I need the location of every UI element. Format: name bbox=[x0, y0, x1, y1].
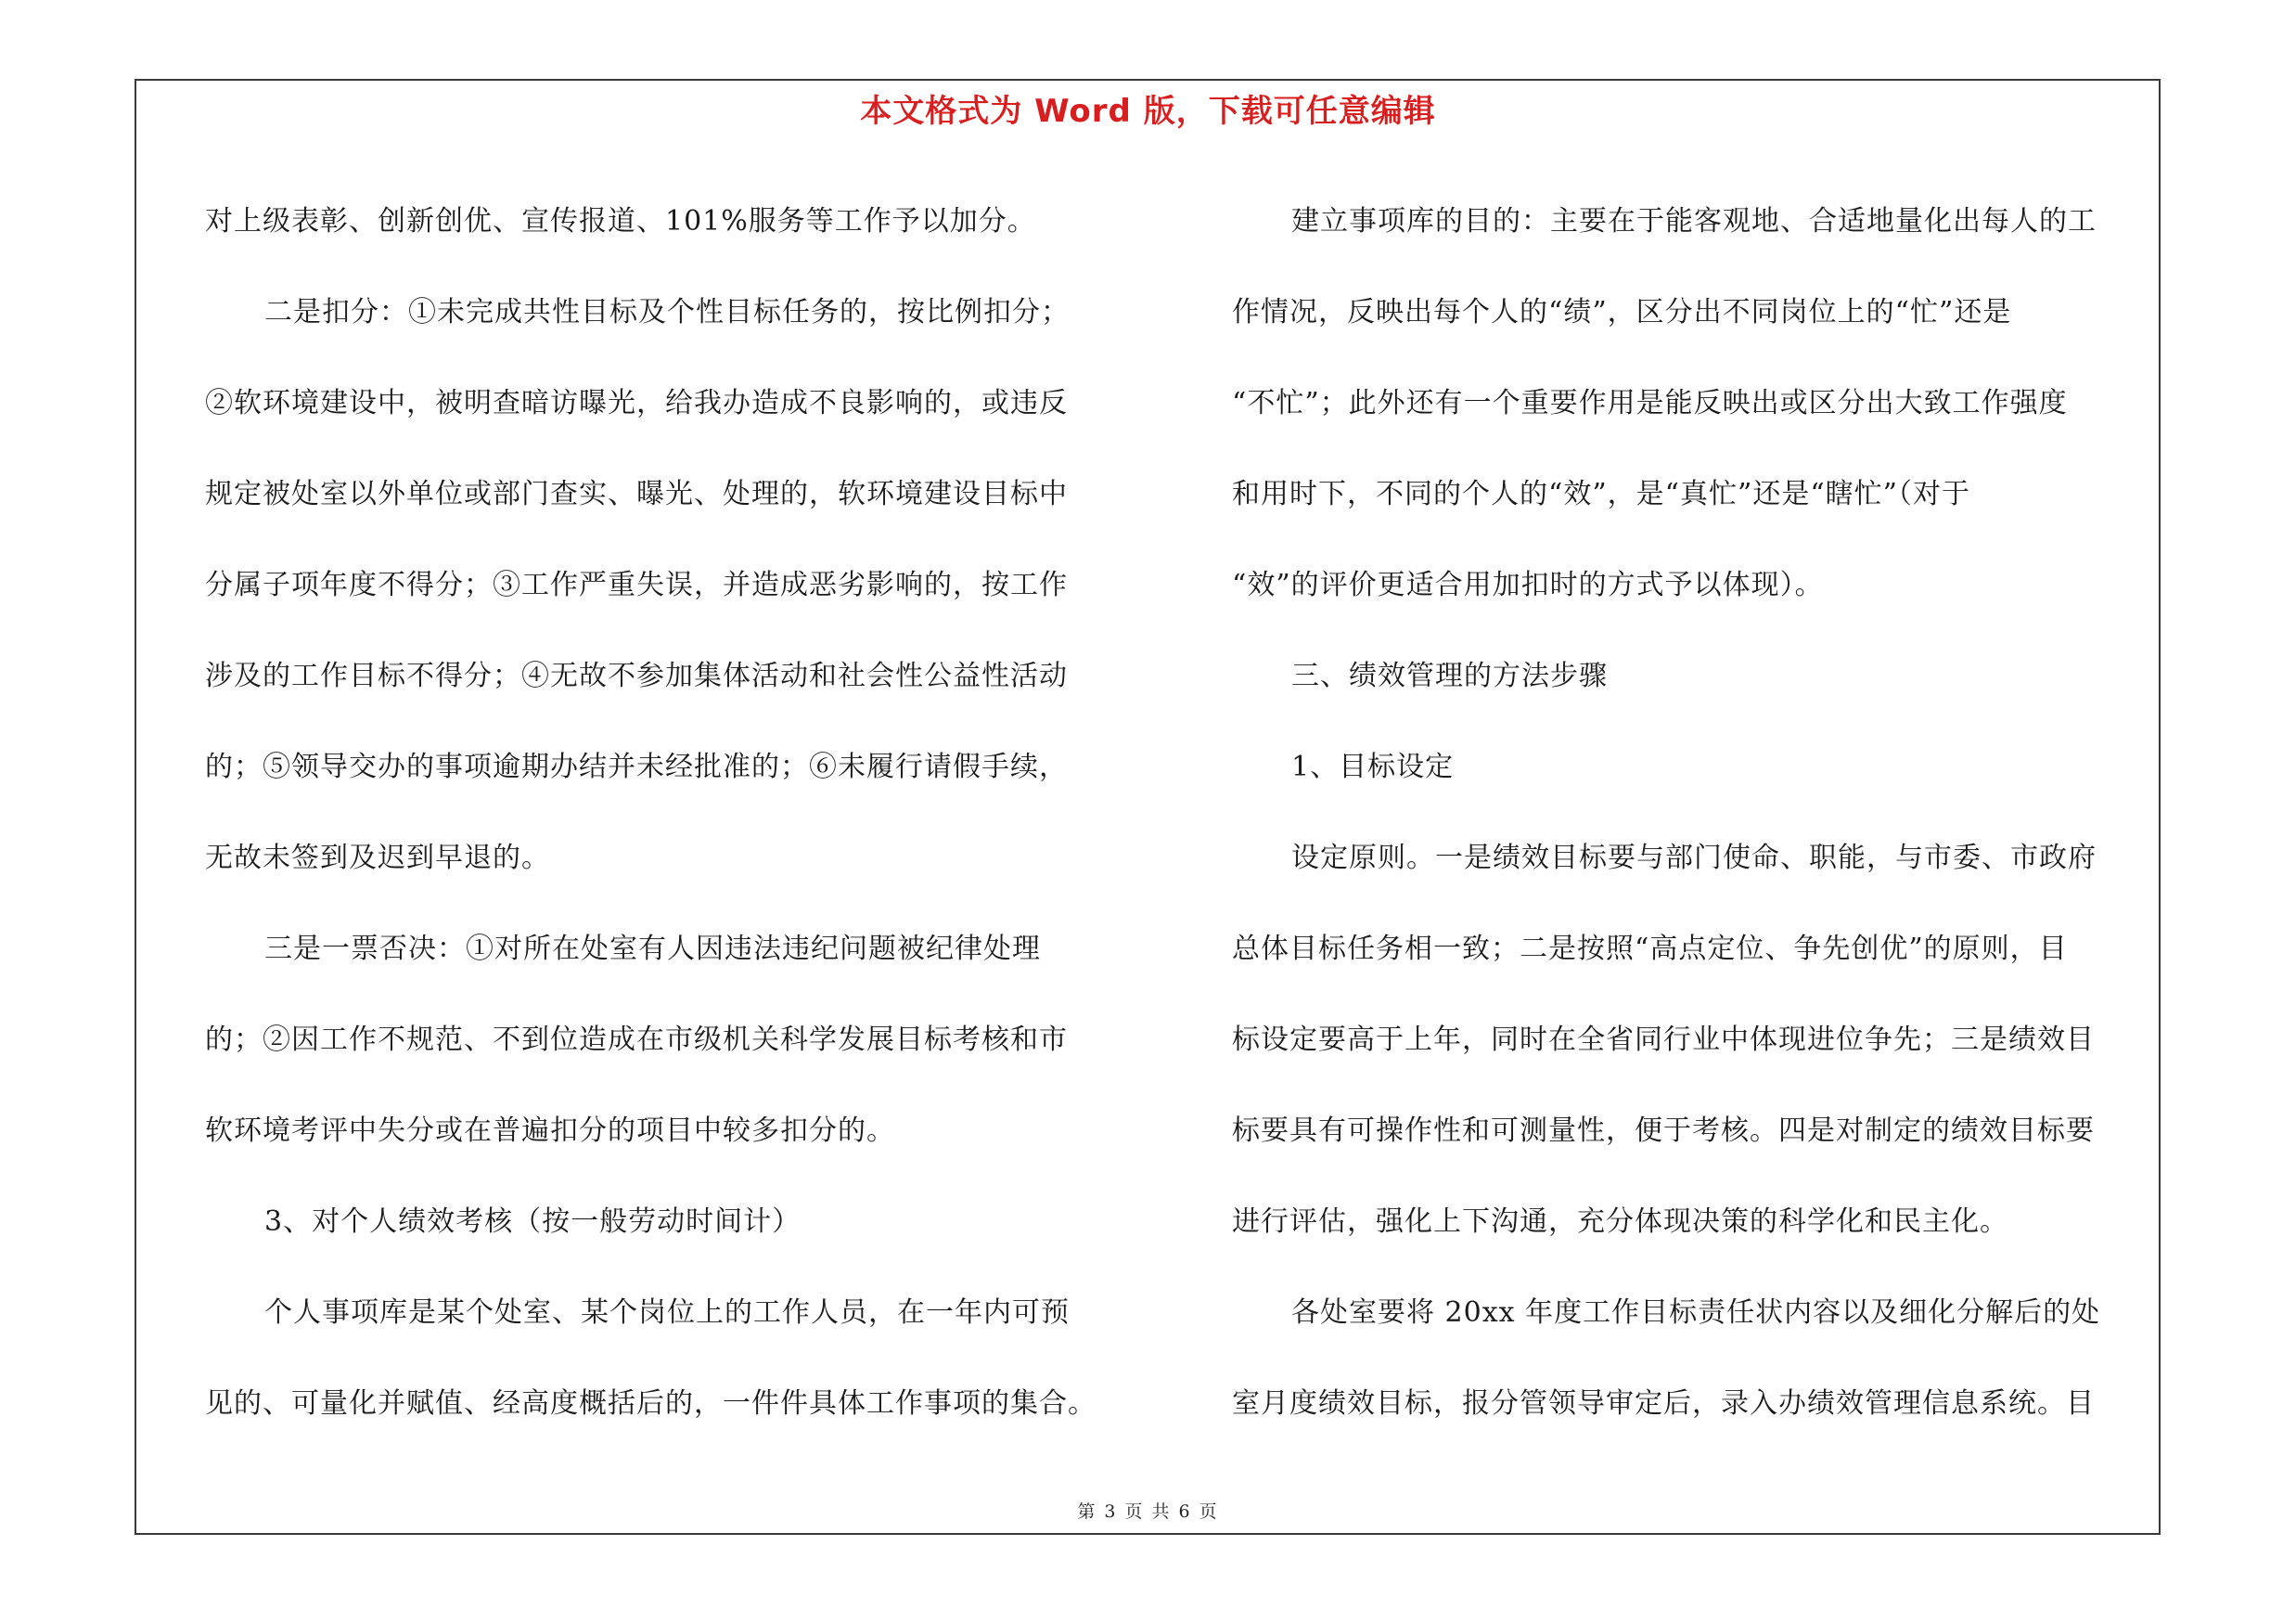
text-line: 1、目标设定 bbox=[1291, 751, 1455, 783]
text-line: 室月度绩效目标，报分管领导审定后，录入办绩效管理信息系统。目 bbox=[1232, 1387, 2095, 1420]
text-line: 规定被处室以外单位或部门查实、曝光、处理的，软环境建设目标中 bbox=[205, 478, 1068, 510]
text-line: 作情况，反映出每个人的“绩”，区分出不同岗位上的“忙”还是 bbox=[1232, 296, 2012, 328]
text-line: 对上级表彰、创新创优、宣传报道、101%服务等工作予以加分。 bbox=[205, 205, 1036, 238]
text-line: 无故未签到及迟到早退的。 bbox=[205, 842, 550, 874]
text-line: 的；⑤领导交办的事项逾期办结并未经批准的；⑥未履行请假手续， bbox=[205, 751, 1068, 783]
text-line: 软环境考评中失分或在普遍扣分的项目中较多扣分的。 bbox=[205, 1114, 895, 1147]
text-line: 3、对个人绩效考核（按一般劳动时间计） bbox=[264, 1205, 802, 1238]
text-line: 标设定要高于上年，同时在全省同行业中体现进位争先；三是绩效目 bbox=[1232, 1024, 2095, 1056]
text-line: 三、绩效管理的方法步骤 bbox=[1291, 660, 1608, 692]
document-banner: 本文格式为 Word 版，下载可任意编辑 bbox=[860, 93, 1436, 130]
text-line: 进行评估，强化上下沟通，充分体现决策的科学化和民主化。 bbox=[1232, 1205, 2008, 1238]
text-line: 见的、可量化并赋值、经高度概括后的，一件件具体工作事项的集合。 bbox=[205, 1387, 1097, 1420]
text-line: 标要具有可操作性和可测量性，便于考核。四是对制定的绩效目标要 bbox=[1232, 1114, 2095, 1147]
text-line: 三是一票否决：①对所在处室有人因违法违纪问题被纪律处理 bbox=[264, 933, 1041, 965]
text-line: 各处室要将 20xx 年度工作目标责任状内容以及细化分解后的处 bbox=[1291, 1296, 2101, 1329]
text-line: 和用时下，不同的个人的“效”，是“真忙”还是“瞎忙”（对于 bbox=[1232, 478, 1971, 510]
page-number-footer: 第 3 页 共 6 页 bbox=[1077, 1501, 1219, 1522]
right-text-column bbox=[1232, 176, 2150, 1449]
text-line: 建立事项库的目的：主要在于能客观地、合适地量化出每人的工 bbox=[1291, 205, 2097, 238]
text-line: 涉及的工作目标不得分；④无故不参加集体活动和社会性公益性活动 bbox=[205, 660, 1068, 692]
text-line: “效”的评价更适合用加扣时的方式予以体现）。 bbox=[1232, 569, 1824, 601]
text-line: “不忙”；此外还有一个重要作用是能反映出或区分出大致工作强度 bbox=[1232, 387, 2068, 419]
text-line: 总体目标任务相一致；二是按照“高点定位、争先创优”的原则，目 bbox=[1232, 933, 2068, 965]
text-line: 二是扣分：①未完成共性目标及个性目标任务的，按比例扣分； bbox=[264, 296, 1070, 328]
text-line: 分属子项年度不得分；③工作严重失误，并造成恶劣影响的，按工作 bbox=[205, 569, 1068, 601]
text-line: 的；②因工作不规范、不到位造成在市级机关科学发展目标考核和市 bbox=[205, 1024, 1068, 1056]
left-text-column bbox=[205, 176, 1123, 1449]
text-line: 设定原则。一是绩效目标要与部门使命、职能，与市委、市政府 bbox=[1291, 842, 2097, 874]
text-line: ②软环境建设中，被明查暗访曝光，给我办造成不良影响的，或违反 bbox=[205, 387, 1068, 419]
text-line: 个人事项库是某个处室、某个岗位上的工作人员，在一年内可预 bbox=[264, 1296, 1070, 1329]
